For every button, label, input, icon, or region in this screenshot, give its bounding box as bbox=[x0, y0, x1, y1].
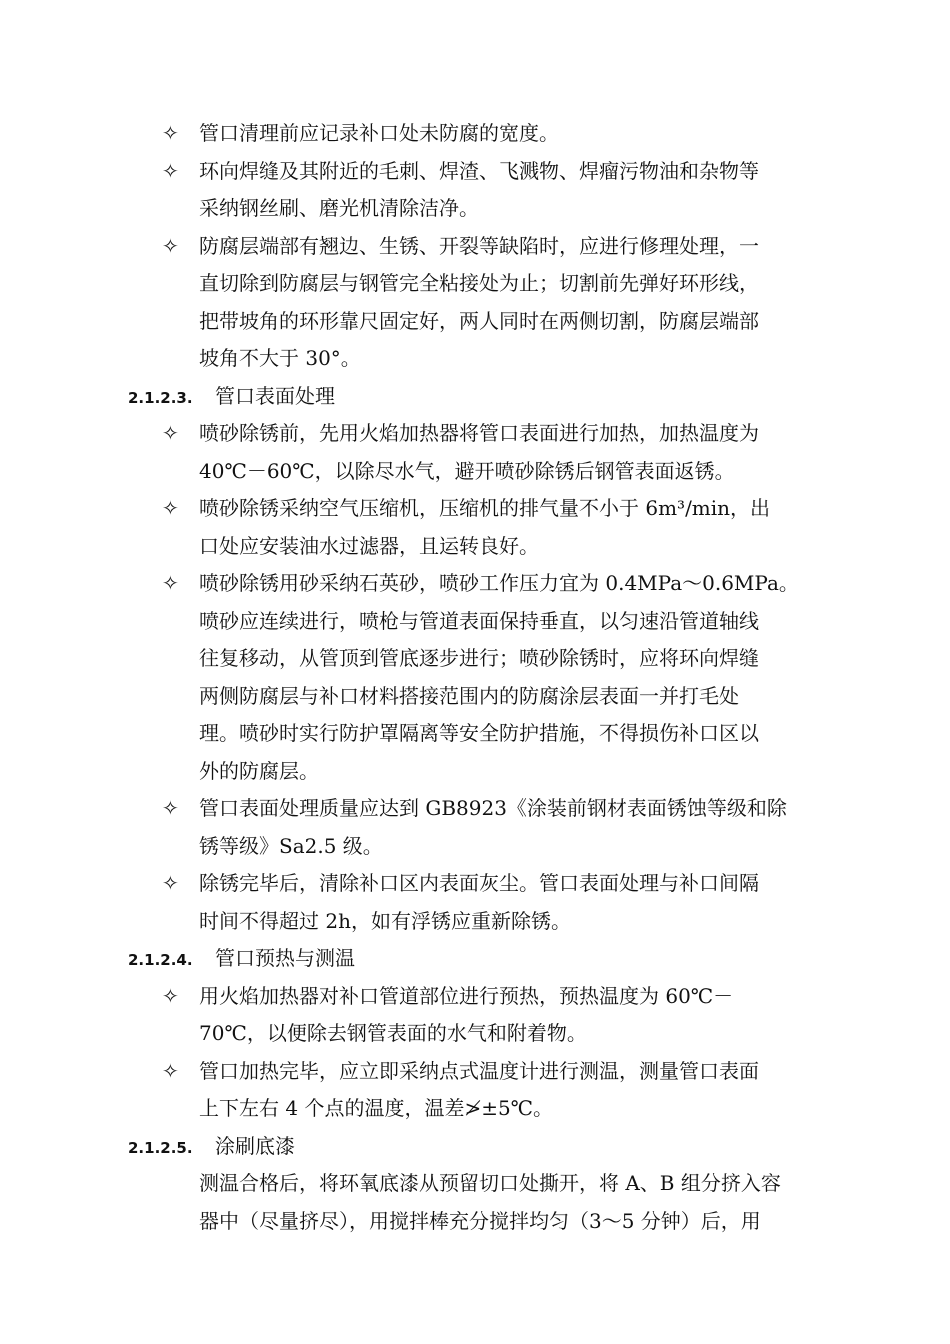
list-item-line: 喷砂除锈前，先用火焰加热器将管口表面进行加热，加热温度为 bbox=[199, 421, 759, 445]
bullet-icon: ✧ bbox=[162, 983, 179, 1008]
section-heading bbox=[128, 1132, 295, 1162]
list-item-line: 防腐层端部有翘边、生锈、开裂等缺陷时，应进行修理处理，一 bbox=[199, 233, 759, 258]
list-item-line: 时间不得超过 2h，如有浮锈应重新除锈。 bbox=[199, 908, 571, 933]
bullet-icon: ✧ bbox=[162, 571, 179, 595]
list-item-line: 管口加热完毕，应立即采纳点式温度计进行测温，测量管口表面 bbox=[199, 1058, 759, 1083]
bullet-icon: ✧ bbox=[162, 1058, 179, 1083]
bullet-icon: ✧ bbox=[162, 796, 179, 820]
list-item-line: 外的防腐层。 bbox=[199, 758, 319, 783]
paragraph-line: 器中（尽量挤尽），用搅拌棒充分搅拌均匀（3～5 分钟）后，用 bbox=[199, 1208, 761, 1233]
section-number: 2.1.2.4. bbox=[128, 951, 193, 969]
list-item-line: 直切除到防腐层与钢管完全粘接处为止；切割前先弹好环形线， bbox=[199, 271, 759, 295]
section-title: 涂刷底漆 bbox=[215, 1133, 295, 1158]
list-item-line: 管口表面处理质量应达到 GB8923《涂装前钢材表面锈蚀等级和除 bbox=[199, 796, 787, 820]
list-item-line: 喷砂应连续进行，喷枪与管道表面保持垂直，以匀速沿管道轴线 bbox=[199, 608, 759, 633]
section-number: 2.1.2.3. bbox=[128, 388, 193, 407]
list-item-line: 40℃－60℃，以除尽水气，避开喷砂除锈后钢管表面返锈。 bbox=[199, 458, 735, 483]
section-title: 管口表面处理 bbox=[215, 383, 335, 408]
bullet-icon: ✧ bbox=[162, 121, 179, 145]
list-item-line: 上下左右 4 个点的温度，温差≯±5℃。 bbox=[199, 1096, 554, 1120]
list-item-line: 环向焊缝及其附近的毛刺、焊渣、飞溅物、焊瘤污物油和杂物等 bbox=[199, 158, 759, 183]
bullet-icon: ✧ bbox=[162, 871, 179, 895]
list-item-line: 用火焰加热器对补口管道部位进行预热，预热温度为 60℃－ bbox=[199, 983, 734, 1008]
bullet-icon: ✧ bbox=[162, 496, 179, 520]
list-item-line: 坡角不大于 30°。 bbox=[199, 346, 361, 370]
list-item-line: 锈等级》Sa2.5 级。 bbox=[199, 833, 383, 858]
section-heading bbox=[128, 382, 335, 412]
list-item-line: 喷砂除锈采纳空气压缩机，压缩机的排气量不小于 6m³/min，出 bbox=[199, 496, 771, 520]
list-item-line: 把带坡角的环形靠尺固定好，两人同时在两侧切割，防腐层端部 bbox=[199, 308, 759, 333]
list-item-line: 口处应安装油水过滤器，且运转良好。 bbox=[199, 533, 539, 558]
list-item-line: 喷砂除锈用砂采纳石英砂，喷砂工作压力宜为 0.4MPa～0.6MPa。 bbox=[199, 571, 799, 595]
list-item-line: 70℃，以便除去钢管表面的水气和附着物。 bbox=[199, 1021, 587, 1045]
list-item-line: 理。喷砂时实行防护罩隔离等安全防护措施，不得损伤补口区以 bbox=[199, 721, 759, 745]
list-item-line: 采纳钢丝刷、磨光机清除洁净。 bbox=[199, 196, 479, 220]
bullet-icon: ✧ bbox=[162, 233, 179, 258]
section-number: 2.1.2.5. bbox=[128, 1138, 193, 1157]
list-item-line: 两侧防腐层与补口材料搭接范围内的防腐涂层表面一并打毛处 bbox=[199, 683, 739, 708]
list-item-line: 除锈完毕后，清除补口区内表面灰尘。管口表面处理与补口间隔 bbox=[199, 871, 759, 895]
section-heading bbox=[128, 944, 355, 974]
bullet-icon: ✧ bbox=[162, 421, 179, 445]
list-item-line: 往复移动，从管顶到管底逐步进行；喷砂除锈时，应将环向焊缝 bbox=[199, 646, 759, 670]
paragraph-line: 测温合格后，将环氧底漆从预留切口处撕开，将 A、B 组分挤入容 bbox=[199, 1171, 781, 1195]
section-title: 管口预热与测温 bbox=[215, 946, 355, 970]
bullet-icon: ✧ bbox=[162, 158, 179, 183]
list-item-line: 管口清理前应记录补口处未防腐的宽度。 bbox=[199, 121, 559, 145]
